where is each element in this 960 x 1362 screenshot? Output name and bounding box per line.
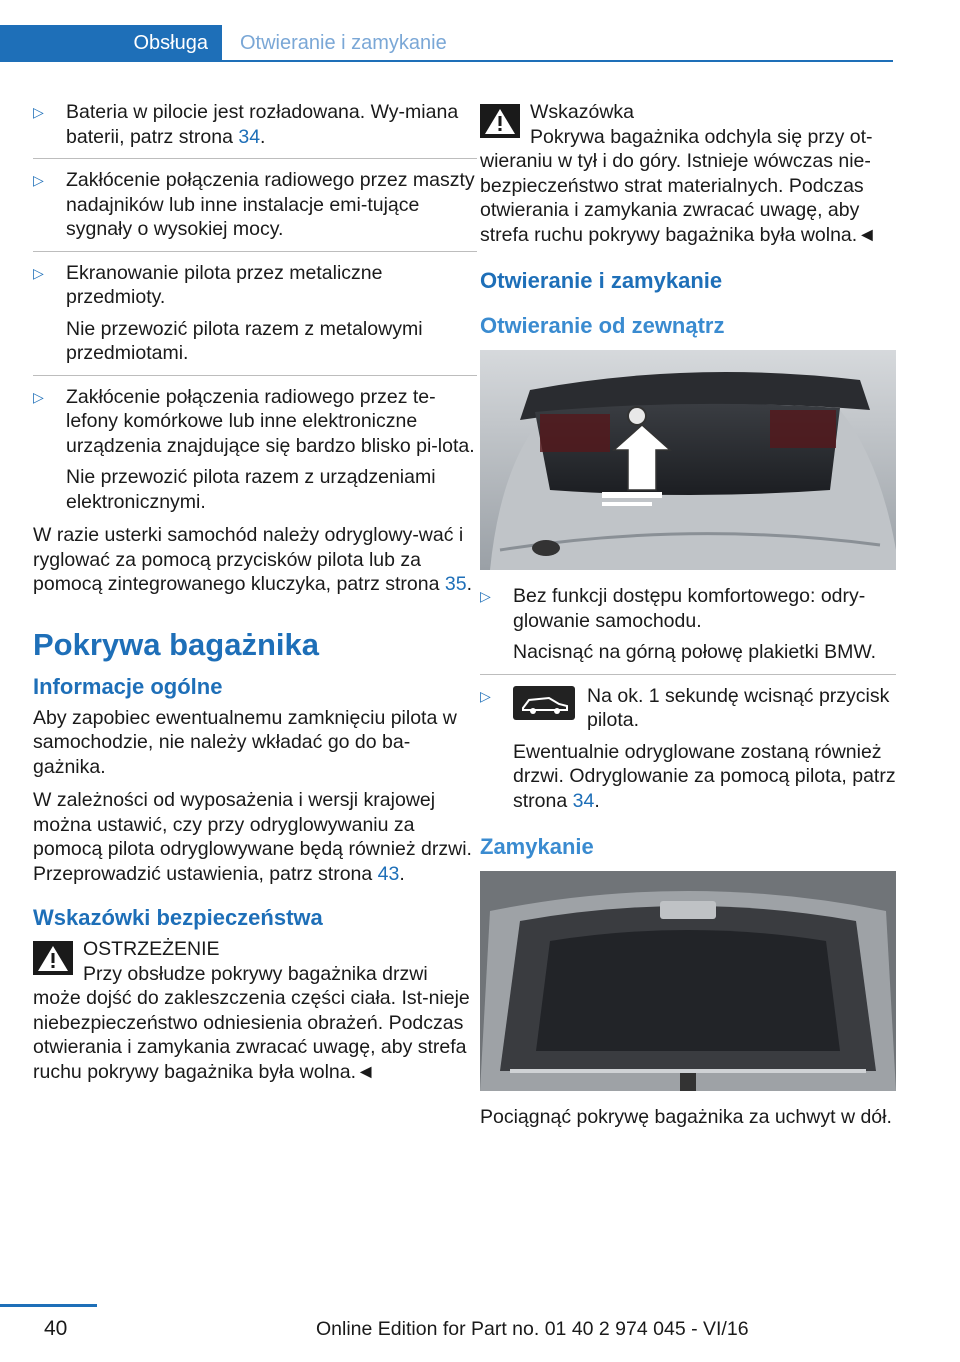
list-item-subtext: Nacisnąć na górną połowę plakietki BMW. [513, 641, 877, 663]
settings-paragraph [33, 788, 477, 886]
settings-text: W zależności od wyposażenia i wersji krajowej można ustawić, czy przy odryglowywaniu za pomocą pilota odryglowywane będą również drzwi. Przeprowadzić ustawienia, patrz strona [33, 789, 472, 885]
divider [33, 375, 477, 376]
subtext: Ewentualnie odryglowane zostaną również drzwi. Odryglowanie za pomocą pilota, patrz strona [513, 740, 896, 812]
page-link[interactable]: 43 [377, 862, 400, 885]
page-header [0, 25, 893, 62]
list-item-text: Zakłócenie połączenia radiowego przez te-lefony komórkowe lub inne elektroniczne urządzenia znajdujące się bardzo blisko pi-lota. [66, 385, 475, 457]
divider [33, 251, 477, 252]
list-item [480, 584, 896, 665]
triangle-bullet-icon: ▷ [33, 172, 44, 188]
closing-paragraph: Pociągnąć pokrywę bagażnika za uchwyt w dół. [480, 1106, 892, 1128]
punctuation: . [260, 125, 266, 148]
section-tab[interactable]: Obsługa [0, 25, 222, 62]
chapter-tab[interactable]: Otwieranie i zamykanie [240, 32, 447, 54]
list-item-text: Ekranowanie pilota przez metaliczne przedmioty. [66, 261, 383, 308]
trunk-closing-photo [480, 871, 896, 1091]
list-item-subtext: Nie przewozić pilota razem z urządzeniami elektronicznymi. [66, 466, 436, 513]
triangle-bullet-icon: ▷ [33, 104, 44, 120]
page-link[interactable]: 34 [238, 125, 261, 148]
left-column [33, 100, 477, 1094]
punctuation: . [594, 789, 600, 812]
list-item [33, 261, 477, 366]
fault-paragraph [33, 523, 477, 597]
list-item-subtext [513, 740, 896, 814]
note-block [480, 100, 896, 247]
warning-triangle-icon [480, 104, 520, 138]
divider [33, 158, 477, 159]
list-item-text: Na ok. 1 sekundę wcisnąć przycisk pilota. [587, 684, 890, 731]
list-item [480, 684, 896, 814]
punctuation: . [466, 573, 473, 595]
chapter-heading: Pokrywa bagażnika [33, 626, 320, 662]
open-close-heading: Otwieranie i zamykanie [480, 268, 723, 293]
general-heading: Informacje ogólne [33, 673, 223, 699]
warning-title: OSTRZEŻENIE [83, 938, 220, 960]
warning-block [33, 937, 477, 1084]
note-title: Wskazówka [530, 101, 635, 123]
page-number: 40 [44, 1317, 68, 1340]
triangle-bullet-icon: ▷ [33, 264, 44, 281]
trunk-key-button-icon [513, 686, 575, 720]
triangle-bullet-icon: ▷ [480, 687, 491, 704]
warning-text: Przy obsłudze pokrywy bagażnika drzwi może dojść do zakleszczenia części ciała. Ist-nieje niebezpieczeństwo odniesienia obrażeń. Podczas otwierania i zamykania zwracać uwagę, aby strefa ruchu pokrywy bagażnika była wolna.◄ [33, 962, 470, 1083]
list-item [33, 100, 477, 149]
footer-rule [0, 1304, 97, 1307]
edition-text: Online Edition for Part no. 01 40 2 974 045 - VI/16 [316, 1318, 749, 1340]
warning-triangle-icon [33, 941, 73, 975]
safety-heading: Wskazówki bezpieczeństwa [33, 905, 323, 930]
header-rule [222, 60, 893, 62]
outside-heading: Otwieranie od zewnątrz [480, 313, 725, 338]
punctuation: . [399, 862, 405, 885]
fault-text: W razie usterki samochód należy odryglowy-wać i ryglować za pomocą przycisków pilota lub za pomocą zintegrowanego kluczyka, patrz strona [33, 524, 464, 595]
trunk-opening-photo [480, 350, 896, 570]
right-column [480, 100, 896, 1139]
divider [480, 674, 896, 675]
general-paragraph: Aby zapobiec ewentualnemu zamknięciu pilota w samochodzie, nie należy wkładać go do ba-gażnika. [33, 706, 457, 778]
list-item [33, 168, 477, 242]
list-item-subtext: Nie przewozić pilota razem z metalowymi przedmiotami. [66, 317, 423, 364]
triangle-bullet-icon: ▷ [480, 588, 491, 604]
list-item [33, 385, 477, 515]
page-link[interactable]: 34 [572, 789, 595, 812]
list-item-text: Zakłócenie połączenia radiowego przez maszty nadajników lub inne instalacje emi-tujące sygnały o wysokiej mocy. [66, 169, 475, 240]
list-item-text: Bateria w pilocie jest rozładowana. Wy-miana baterii, patrz strona [66, 101, 459, 148]
triangle-bullet-icon: ▷ [33, 388, 44, 405]
list-item-text: Bez funkcji dostępu komfortowego: odry-glowanie samochodu. [513, 585, 866, 632]
note-text: Pokrywa bagażnika odchyla się przy ot-wieraniu w tył i do góry. Istnieje wówczas nie-bezpieczeństwo strat materialnych. Podczas otwierania i zamykania zwracać uwagę, aby strefa ruchu pokrywy bagażnika była wolna.◄ [480, 125, 877, 246]
closing-heading: Zamykanie [480, 834, 594, 859]
page-link[interactable]: 35 [444, 573, 467, 595]
